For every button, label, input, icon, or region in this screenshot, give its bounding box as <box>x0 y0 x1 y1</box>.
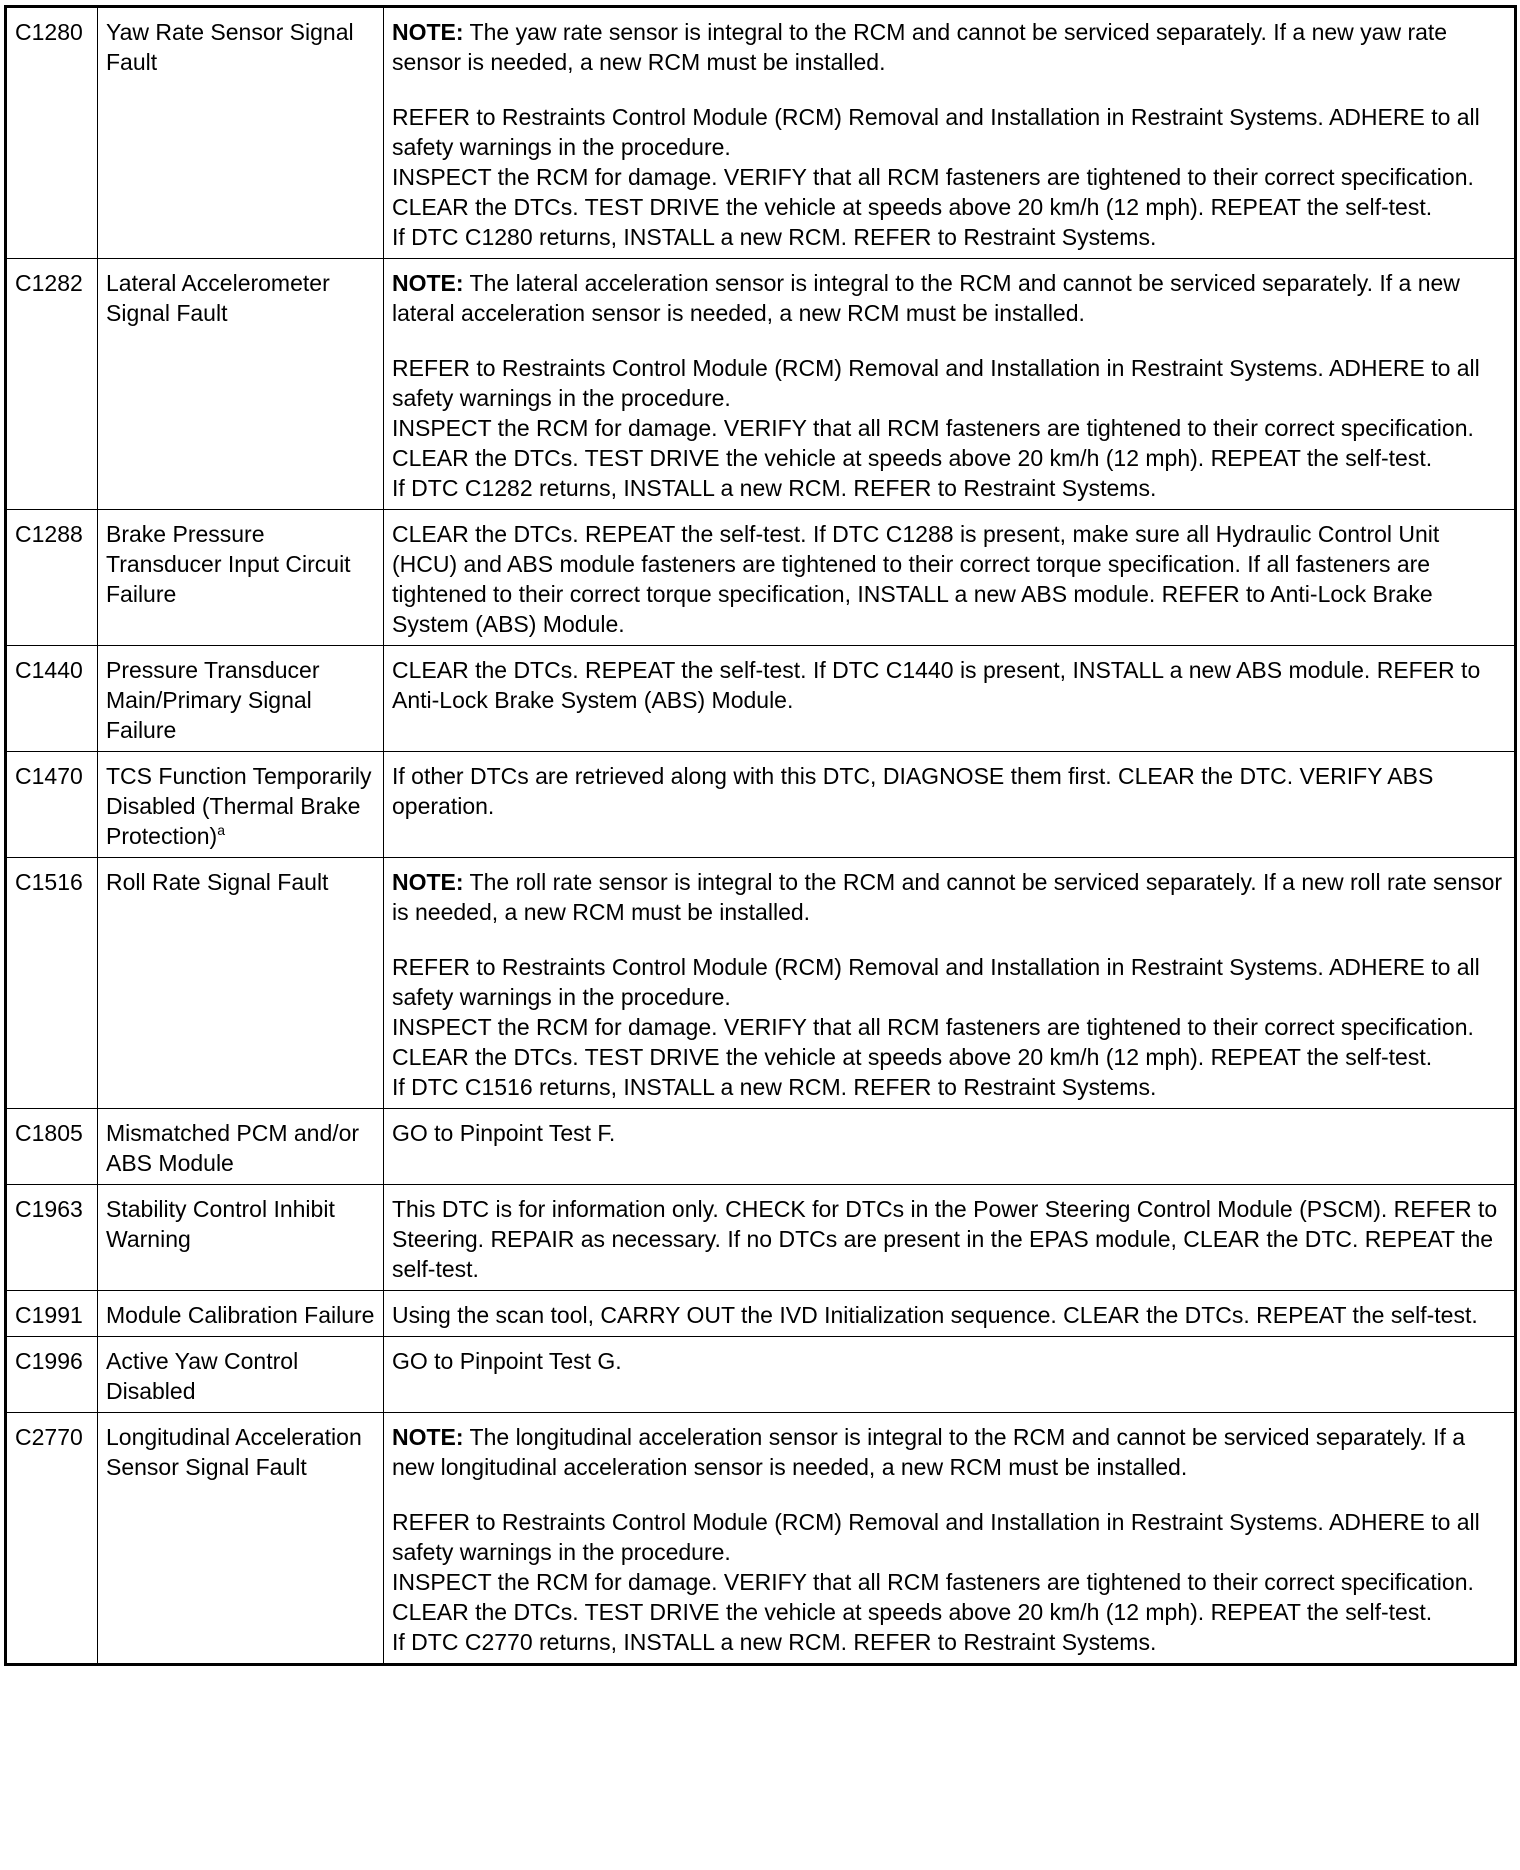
dtc-description: Brake Pressure Transducer Input Circuit Failure <box>106 521 351 607</box>
note-paragraph <box>392 17 1508 77</box>
dtc-code: C1470 <box>6 752 98 858</box>
action-line: INSPECT the RCM for damage. VERIFY that all RCM fasteners are tightened to their correct specification. CLEAR the DTCs. TEST DRIVE the vehicle at speeds above 20 km/h (12 mph). REPEAT the self-test. <box>392 415 1474 471</box>
dtc-description-cell <box>98 259 384 510</box>
dtc-code: C1280 <box>6 7 98 259</box>
dtc-description-cell <box>98 646 384 752</box>
dtc-description-cell <box>98 1337 384 1413</box>
action-line: If DTC C2770 returns, INSTALL a new RCM. REFER to Restraint Systems. <box>392 1629 1157 1655</box>
dtc-row <box>6 7 1516 259</box>
dtc-description: Stability Control Inhibit Warning <box>106 1196 335 1252</box>
dtc-description: Yaw Rate Sensor Signal Fault <box>106 19 354 75</box>
dtc-action-cell <box>384 7 1516 259</box>
action-line: REFER to Restraints Control Module (RCM) Removal and Installation in Restraint Systems. ADHERE to all safety warnings in the procedure. <box>392 104 1480 160</box>
action-paragraph <box>392 353 1508 503</box>
dtc-row <box>6 858 1516 1109</box>
note-text: The lateral acceleration sensor is integral to the RCM and cannot be serviced separately. If a new lateral acceleration sensor is needed, a new RCM must be installed. <box>392 270 1460 326</box>
dtc-action-cell <box>384 1337 1516 1413</box>
action-line: If other DTCs are retrieved along with this DTC, DIAGNOSE them first. CLEAR the DTC. VERIFY ABS operation. <box>392 763 1434 819</box>
action-line: REFER to Restraints Control Module (RCM) Removal and Installation in Restraint Systems. ADHERE to all safety warnings in the procedure. <box>392 1509 1480 1565</box>
action-line: If DTC C1280 returns, INSTALL a new RCM. REFER to Restraint Systems. <box>392 224 1157 250</box>
action-line: If DTC C1516 returns, INSTALL a new RCM. REFER to Restraint Systems. <box>392 1074 1157 1100</box>
dtc-code: C1516 <box>6 858 98 1109</box>
note-label: NOTE: <box>392 270 464 296</box>
dtc-description: Lateral Accelerometer Signal Fault <box>106 270 330 326</box>
dtc-row <box>6 646 1516 752</box>
dtc-description: Roll Rate Signal Fault <box>106 869 329 895</box>
note-paragraph <box>392 1422 1508 1482</box>
action-line: GO to Pinpoint Test F. <box>392 1120 616 1146</box>
dtc-description: Module Calibration Failure <box>106 1302 375 1328</box>
dtc-description: Mismatched PCM and/or ABS Module <box>106 1120 360 1176</box>
action-line: This DTC is for information only. CHECK for DTCs in the Power Steering Control Module (PSCM). REFER to Steering. REPAIR as necessary. If no DTCs are present in the EPAS module, CLEAR the DTC. REPEAT the self-test. <box>392 1196 1498 1282</box>
action-line: CLEAR the DTCs. REPEAT the self-test. If DTC C1288 is present, make sure all Hydraulic Control Unit (HCU) and ABS module fasteners are tightened to their correct torque specification. If all fasteners are tightened to their correct torque specification, INSTALL a new ABS module. REFER to Anti-Lock Brake System (ABS) Module. <box>392 521 1440 637</box>
action-line: INSPECT the RCM for damage. VERIFY that all RCM fasteners are tightened to their correct specification. CLEAR the DTCs. TEST DRIVE the vehicle at speeds above 20 km/h (12 mph). REPEAT the self-test. <box>392 1014 1474 1070</box>
action-paragraph <box>392 102 1508 252</box>
dtc-table-body <box>6 7 1516 1665</box>
action-paragraph <box>392 1346 1508 1376</box>
action-line: INSPECT the RCM for damage. VERIFY that all RCM fasteners are tightened to their correct specification. CLEAR the DTCs. TEST DRIVE the vehicle at speeds above 20 km/h (12 mph). REPEAT the self-test. <box>392 1569 1474 1625</box>
note-text: The yaw rate sensor is integral to the RCM and cannot be serviced separately. If a new yaw rate sensor is needed, a new RCM must be installed. <box>392 19 1448 75</box>
dtc-description: TCS Function Temporarily Disabled (Thermal Brake Protection) <box>106 763 372 849</box>
dtc-description: Longitudinal Acceleration Sensor Signal Fault <box>106 1424 362 1480</box>
action-line: If DTC C1282 returns, INSTALL a new RCM. REFER to Restraint Systems. <box>392 475 1157 501</box>
dtc-row <box>6 1413 1516 1665</box>
action-paragraph <box>392 1300 1508 1330</box>
dtc-action-cell <box>384 1185 1516 1291</box>
dtc-code: C1288 <box>6 510 98 646</box>
dtc-code: C1991 <box>6 1291 98 1337</box>
dtc-row <box>6 1337 1516 1413</box>
dtc-code: C1805 <box>6 1109 98 1185</box>
action-line: REFER to Restraints Control Module (RCM) Removal and Installation in Restraint Systems. ADHERE to all safety warnings in the procedure. <box>392 355 1480 411</box>
dtc-row <box>6 259 1516 510</box>
dtc-description-cell <box>98 1109 384 1185</box>
dtc-action-cell <box>384 259 1516 510</box>
dtc-code: C2770 <box>6 1413 98 1665</box>
dtc-action-cell <box>384 510 1516 646</box>
dtc-description-cell <box>98 7 384 259</box>
dtc-description: Active Yaw Control Disabled <box>106 1348 299 1404</box>
note-label: NOTE: <box>392 869 464 895</box>
action-paragraph <box>392 1118 1508 1148</box>
note-label: NOTE: <box>392 19 464 45</box>
action-paragraph <box>392 761 1508 821</box>
dtc-row <box>6 752 1516 858</box>
action-paragraph <box>392 1507 1508 1657</box>
footnote-marker: a <box>217 822 226 838</box>
dtc-action-cell <box>384 646 1516 752</box>
dtc-code: C1440 <box>6 646 98 752</box>
dtc-description-cell <box>98 752 384 858</box>
dtc-action-cell <box>384 1413 1516 1665</box>
dtc-description: Pressure Transducer Main/Primary Signal Failure <box>106 657 320 743</box>
dtc-description-cell <box>98 858 384 1109</box>
note-text: The longitudinal acceleration sensor is integral to the RCM and cannot be serviced separately. If a new longitudinal acceleration sensor is needed, a new RCM must be installed. <box>392 1424 1466 1480</box>
dtc-description-cell <box>98 1413 384 1665</box>
dtc-action-cell <box>384 858 1516 1109</box>
action-line: GO to Pinpoint Test G. <box>392 1348 622 1374</box>
note-paragraph <box>392 867 1508 927</box>
dtc-code: C1282 <box>6 259 98 510</box>
dtc-description-cell <box>98 1185 384 1291</box>
action-paragraph <box>392 1194 1508 1284</box>
action-line: CLEAR the DTCs. REPEAT the self-test. If DTC C1440 is present, INSTALL a new ABS module. REFER to Anti-Lock Brake System (ABS) Module. <box>392 657 1481 713</box>
action-paragraph <box>392 655 1508 715</box>
dtc-action-cell <box>384 752 1516 858</box>
note-label: NOTE: <box>392 1424 464 1450</box>
note-paragraph <box>392 268 1508 328</box>
action-line: INSPECT the RCM for damage. VERIFY that all RCM fasteners are tightened to their correct specification. CLEAR the DTCs. TEST DRIVE the vehicle at speeds above 20 km/h (12 mph). REPEAT the self-test. <box>392 164 1474 220</box>
dtc-code: C1963 <box>6 1185 98 1291</box>
dtc-row <box>6 510 1516 646</box>
action-paragraph <box>392 952 1508 1102</box>
dtc-table <box>4 5 1517 1666</box>
action-line: Using the scan tool, CARRY OUT the IVD Initialization sequence. CLEAR the DTCs. REPEAT the self-test. <box>392 1302 1478 1328</box>
dtc-description-cell <box>98 1291 384 1337</box>
dtc-code: C1996 <box>6 1337 98 1413</box>
action-line: REFER to Restraints Control Module (RCM) Removal and Installation in Restraint Systems. ADHERE to all safety warnings in the procedure. <box>392 954 1480 1010</box>
dtc-action-cell <box>384 1291 1516 1337</box>
dtc-row <box>6 1185 1516 1291</box>
note-text: The roll rate sensor is integral to the RCM and cannot be serviced separately. If a new roll rate sensor is needed, a new RCM must be installed. <box>392 869 1503 925</box>
dtc-description-cell <box>98 510 384 646</box>
dtc-action-cell <box>384 1109 1516 1185</box>
dtc-row <box>6 1109 1516 1185</box>
dtc-row <box>6 1291 1516 1337</box>
action-paragraph <box>392 519 1508 639</box>
